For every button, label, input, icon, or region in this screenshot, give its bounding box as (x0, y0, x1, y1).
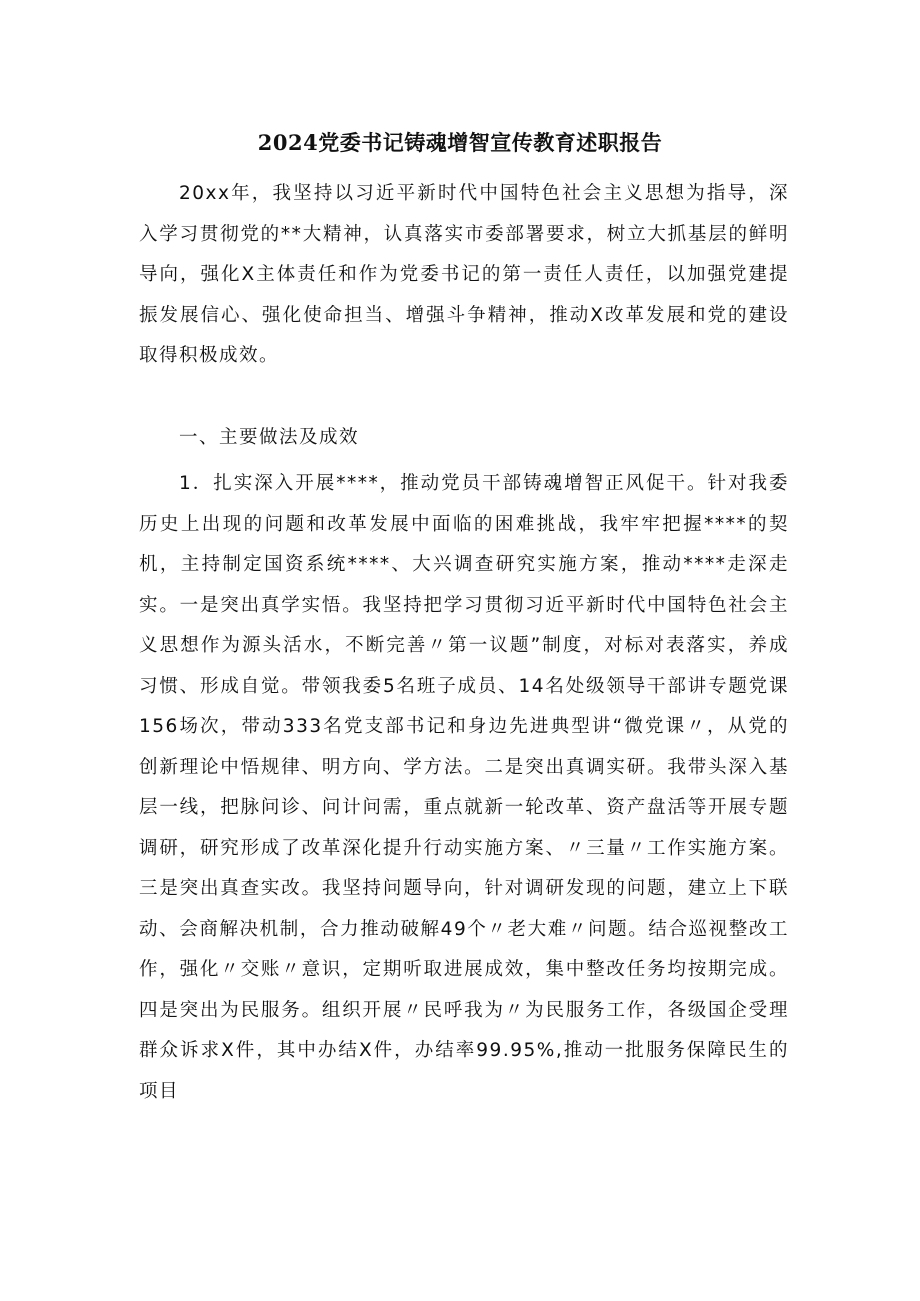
intro-paragraph: 20xx年，我坚持以习近平新时代中国特色社会主义思想为指导，深入学习贯彻党的**大精神，认真落实市委部署要求，树立大抓基层的鲜明导向，强化X主体责任和作为党委书记的第一责任人责任，以加强党建提振发展信心、强化使命担当、增强斗争精神，推动X改革发展和党的建设取得积极成效。 (139, 183, 789, 366)
section-paragraph: 1．扎实深入开展****，推动党员干部铸魂增智正风促干。针对我委历史上出现的问题和改革发展中面临的困难挑战，我牢牢把握****的契机，主持制定国资系统****、大兴调查研究实施方案，推动****走深走实。一是突出真学实悟。我坚持把学习贯彻习近平新时代中国特色社会主义思想作为源头活水，不断完善〃第一议题”制度，对标对表落实，养成习惯、形成自觉。带领我委5名班子成员、14名处级领导干部讲专题党课156场次，带动333名党支部书记和身边先进典型讲“微党课〃，从党的创新理论中悟规律、明方向、学方法。二是突出真调实研。我带头深入基层一线，把脉问诊、问计问需，重点就新一轮改革、资产盘活等开展专题调研，研究形成了改革深化提升行动实施方案、〃三量〃工作实施方案。三是突出真查实改。我坚持问题导向，针对调研发现的问题，建立上下联动、会商解决机制，合力推动破解49个〃老大难〃问题。结合巡视整改工作，强化〃交账〃意识，定期听取进展成效，集中整改任务均按期完成。四是突出为民服务。组织开展〃民呼我为〃为民服务工作，各级国企受理群众诉求X件，其中办结X件，办结率99.95%,推动一批服务保障民生的项目 (139, 473, 789, 1102)
document-title: 2024党委书记铸魂增智宣传教育述职报告 (257, 130, 663, 155)
section-heading: 一、主要做法及成效 (179, 427, 360, 448)
